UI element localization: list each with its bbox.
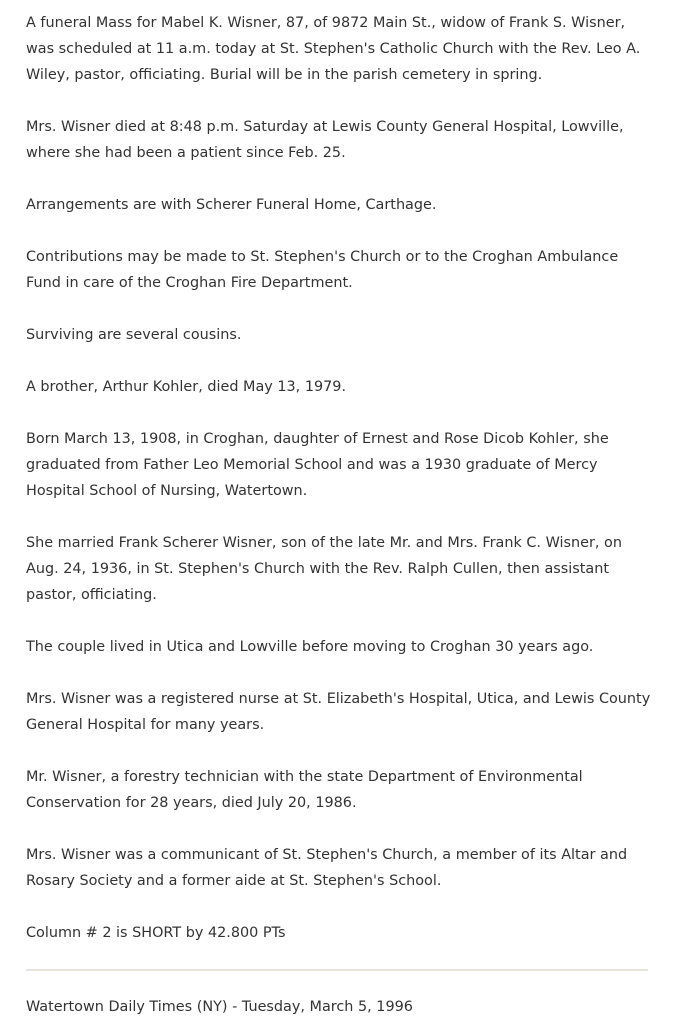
article-paragraph: Born March 13, 1908, in Croghan, daughter of Ernest and Rose Dicob Kohler, she graduated from Father Leo Memorial School and was a 1930 graduate of Mercy Hospital School of Nursing, Watertown. xyxy=(26,431,609,499)
article-paragraph: Mrs. Wisner died at 8:48 p.m. Saturday at Lewis County General Hospital, Lowville, where she had been a patient since Feb. 25. xyxy=(26,119,624,161)
article-paragraph: She married Frank Scherer Wisner, son of the late Mr. and Mrs. Frank C. Wisner, on Aug. 24, 1936, in St. Stephen's Church with the Rev. Ralph Cullen, then assistant pastor, officiating. xyxy=(26,535,622,603)
column-note: Column # 2 is SHORT by 42.800 PTs xyxy=(26,925,286,941)
article-paragraph: Mrs. Wisner was a registered nurse at St. Elizabeth's Hospital, Utica, and Lewis County General Hospital for many years. xyxy=(26,691,651,733)
source-citation: Watertown Daily Times (NY) - Tuesday, March 5, 1996 xyxy=(26,999,413,1015)
footer-divider xyxy=(26,969,648,971)
article-paragraph: Surviving are several cousins. xyxy=(26,327,242,343)
article-paragraph: Contributions may be made to St. Stephen's Church or to the Croghan Ambulance Fund in care of the Croghan Fire Department. xyxy=(26,249,619,291)
article-paragraph: Mr. Wisner, a forestry technician with the state Department of Environmental Conservation for 28 years, died July 20, 1986. xyxy=(26,769,583,811)
article-paragraph: A funeral Mass for Mabel K. Wisner, 87, of 9872 Main St., widow of Frank S. Wisner, was scheduled at 11 a.m. today at St. Stephen's Catholic Church with the Rev. Leo A. Wiley, pastor, officiating. Burial will be in the parish cemetery in spring. xyxy=(26,15,641,83)
article-paragraph: A brother, Arthur Kohler, died May 13, 1979. xyxy=(26,379,347,395)
article-paragraph: The couple lived in Utica and Lowville before moving to Croghan 30 years ago. xyxy=(26,639,594,655)
article-body xyxy=(26,10,656,972)
article-paragraph: Arrangements are with Scherer Funeral Home, Carthage. xyxy=(26,197,437,213)
article-paragraph: Mrs. Wisner was a communicant of St. Stephen's Church, a member of its Altar and Rosary Society and a former aide at St. Stephen's School. xyxy=(26,847,628,889)
